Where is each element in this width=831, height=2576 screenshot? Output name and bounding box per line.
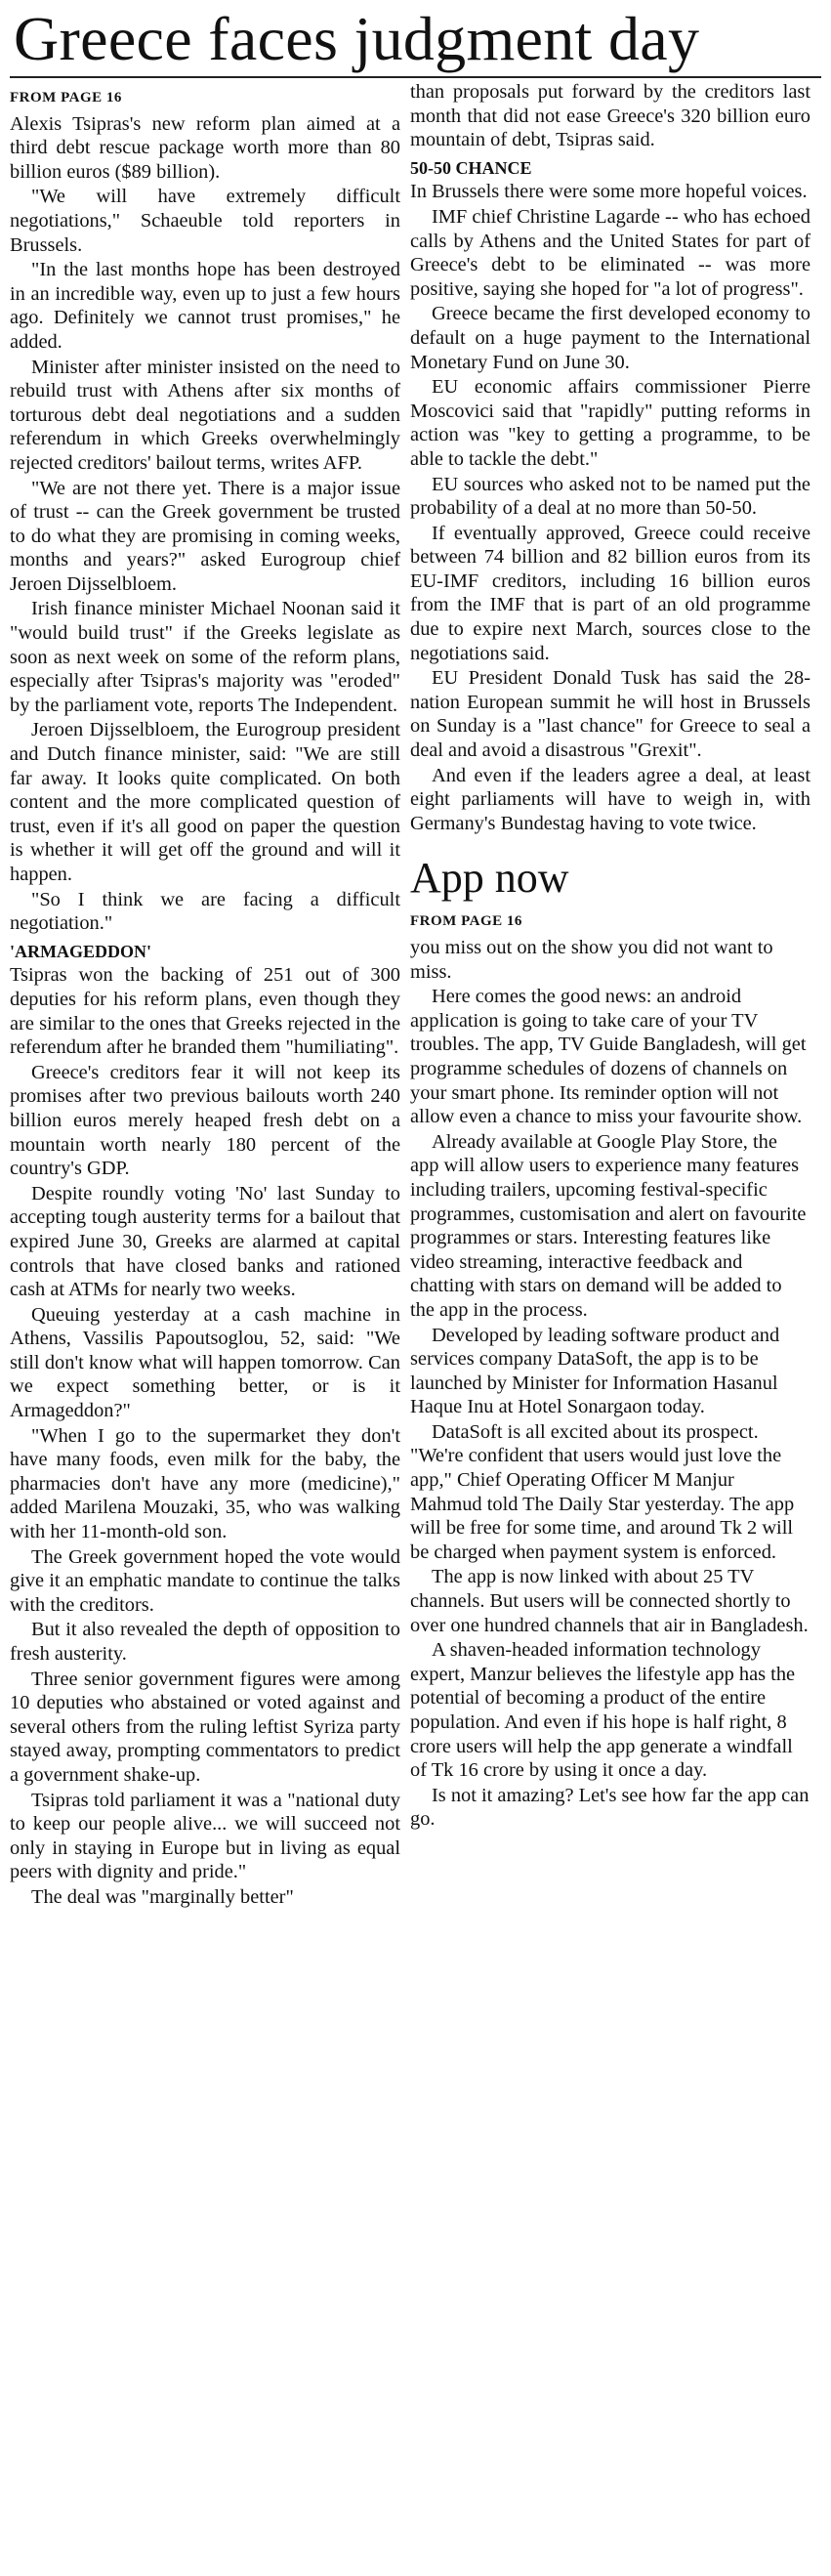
paragraph: In Brussels there were some more hopeful voices. bbox=[410, 181, 808, 203]
paragraph: "We will have extremely difficult negotiations," Schaeuble told reporters in Brussels. bbox=[10, 186, 400, 256]
left-column bbox=[10, 80, 400, 1911]
paragraph: you miss out on the show you did not want to miss. bbox=[410, 937, 773, 983]
paragraph: Minister after minister insisted on the need to rebuild trust with Athens after six months of torturous debt deal negotiations and a sudden referendum in which Greeks overwhelmingly rejected creditors' bailout terms, writes AFP. bbox=[10, 356, 400, 474]
paragraph: Already available at Google Play Store, the app will allow users to experience many features including trailers, upcoming festival-specific programmes, customisation and alert on favourite programmes or stars. Interesting features like video streaming, interactive feedback and chatting with stars on demand will be added to the app in the process. bbox=[410, 1130, 807, 1321]
paragraph: Is not it amazing? Let's see how far the app can go. bbox=[410, 1784, 810, 1831]
headline: Greece faces judgment day bbox=[14, 4, 700, 73]
paragraph: Alexis Tsipras's new reform plan aimed at a third debt rescue package worth more than 80 billion euros ($89 billion). bbox=[10, 112, 400, 183]
paragraph: "When I go to the supermarket they don't have many foods, even milk for the baby, the pharmacies don't have any more (medicine)," added Marilena Mouzaki, 35, who was walking with her 11-month-old son. bbox=[10, 1424, 400, 1543]
paragraph: "We are not there yet. There is a major issue of trust -- can the Greek government be trusted to do what they are promising in coming weeks, months and years?" asked Eurogroup chief Jeroen Dijsselbloem. bbox=[10, 477, 400, 595]
paragraph: Jeroen Dijsselbloem, the Eurogroup president and Dutch finance minister, said: "We are still far away. It looks quite complicated. On both content and the more complicated question of trust, even if it's all good on paper the question is whether it will get off the ground and will it happen. bbox=[10, 719, 400, 885]
paragraph: Tsipras won the backing of 251 out of 300 deputies for his reform plans, even though they are similar to the ones that Greeks rejected in the referendum after he branded them "humiliating". bbox=[10, 964, 400, 1059]
paragraph: Irish finance minister Michael Noonan said it "would build trust" if the Greeks legislate as soon as next week on some of the reform plans, especially after Tsipras's majority was "eroded" by the parliament vote, reports The Independent. bbox=[10, 598, 400, 716]
paragraph: The app is now linked with about 25 TV channels. But users will be connected shortly to over one hundred channels that air in Bangladesh. bbox=[410, 1566, 809, 1636]
paragraph: But it also revealed the depth of opposition to fresh austerity. bbox=[10, 1619, 400, 1665]
paragraph: IMF chief Christine Lagarde -- who has echoed calls by Athens and the United States for part of Greece's debt to be eliminated -- was more positive, saying she hoped for "a lot of progress". bbox=[410, 205, 810, 300]
paragraph: The deal was "marginally better" bbox=[31, 1885, 294, 1908]
paragraph: EU sources who asked not to be named put the probability of a deal at no more than 50-50. bbox=[410, 473, 810, 520]
paragraph: The Greek government hoped the vote would give it an emphatic mandate to continue the talks with the creditors. bbox=[10, 1545, 400, 1616]
paragraph: If eventually approved, Greece could receive between 74 billion and 82 billion euros from its EU-IMF creditors, including 16 billion euros from the IMF that is part of an old programme due to expire next March, sources close to the negotiations said. bbox=[410, 522, 810, 664]
paragraph: DataSoft is all excited about its prospect. "We're confident that users would just love the app," Chief Operating Officer M Manjur Mahmud told The Daily Star yesterday. The app will be free for some time, and around Tk 2 will be charged when payment system is enforced. bbox=[410, 1420, 795, 1563]
paragraph: Greece became the first developed economy to default on a huge payment to the International Monetary Fund on June 30. bbox=[410, 303, 810, 373]
left-column-body bbox=[10, 112, 400, 1910]
right-column-body bbox=[410, 80, 810, 835]
paragraph: Greece's creditors fear it will not keep its promises after two previous bailouts worth 240 billion euros merely heaped fresh debt on a mountain worth nearly 180 percent of the country's GDP. bbox=[10, 1061, 400, 1180]
paragraph: Developed by leading software product and services company DataSoft, the app is to be launched by Minister for Information Hasanul Haque Inu at Hotel Sonargaon today. bbox=[410, 1324, 780, 1418]
paragraph: "In the last months hope has been destroyed in an incredible way, even up to just a few hours ago. Definitely we cannot trust promises," he added. bbox=[10, 259, 400, 353]
paragraph: EU President Donald Tusk has said the 28-nation European summit he will host in Brussels on Sunday is a "last chance" for Greece to seal a deal and avoid a disastrous "Grexit". bbox=[410, 667, 810, 762]
paragraph: Tsipras told parliament it was a "national duty to keep our people alive... we will succeed not only in staying in Europe but in living as equal peers with dignity and pride." bbox=[10, 1789, 400, 1883]
paragraph: EU economic affairs commissioner Pierre Moscovici said that "rapidly" putting reforms in action was "key to getting a programme, to be able to tackle the debt." bbox=[410, 376, 810, 470]
headline-rule bbox=[10, 76, 821, 78]
paragraph: "So I think we are facing a difficult negotiation." bbox=[10, 888, 400, 935]
paragraph: than proposals put forward by the creditors last month that did not ease Greece's 320 billion euro mountain of debt, Tsipras said. bbox=[410, 81, 810, 151]
dateline: FROM PAGE 16 bbox=[10, 90, 122, 106]
app-now-headline: App now bbox=[410, 854, 569, 903]
paragraph: Here comes the good news: an android application is going to take care of your TV troubles. The app, TV Guide Bangladesh, will get programme schedules of dozens of channels on your smart phone. Its reminder option will not allow even a chance to miss your favourite show. bbox=[410, 986, 807, 1128]
paragraph: Despite roundly voting 'No' last Sunday to accepting tough austerity terms for a bailout that expired June 30, Greeks are alarmed at capital controls that have closed banks and rationed cash at ATMs for nearly two weeks. bbox=[10, 1182, 400, 1301]
paragraph: A shaven-headed information technology expert, Manzur believes the lifestyle app has the potential of becoming a product of the entire population. And even if his hope is half right, 8 crore users will help the app generate a windfall of Tk 16 crore by using it once a day. bbox=[410, 1639, 796, 1782]
paragraph: And even if the leaders agree a deal, at least eight parliaments will have to weigh in, with Germany's Bundestag having to vote twice. bbox=[410, 764, 810, 834]
subheading: 50-50 CHANCE bbox=[410, 157, 532, 178]
app-now-dateline: FROM PAGE 16 bbox=[410, 913, 522, 930]
paragraph: Queuing yesterday at a cash machine in Athens, Vassilis Papoutsoglou, 52, said: "We still don't know what will happen tomorrow. Can we expect something better, or is it Armageddon?" bbox=[10, 1303, 400, 1422]
right-column bbox=[410, 80, 810, 1833]
paragraph: Three senior government figures were among 10 deputies who abstained or voted against and several others from the ruling leftist Syriza party stayed away, prompting commentators to predict a government shake-up. bbox=[10, 1668, 400, 1786]
subheading: 'ARMAGEDDON' bbox=[10, 941, 151, 961]
app-now-body bbox=[410, 936, 810, 1832]
